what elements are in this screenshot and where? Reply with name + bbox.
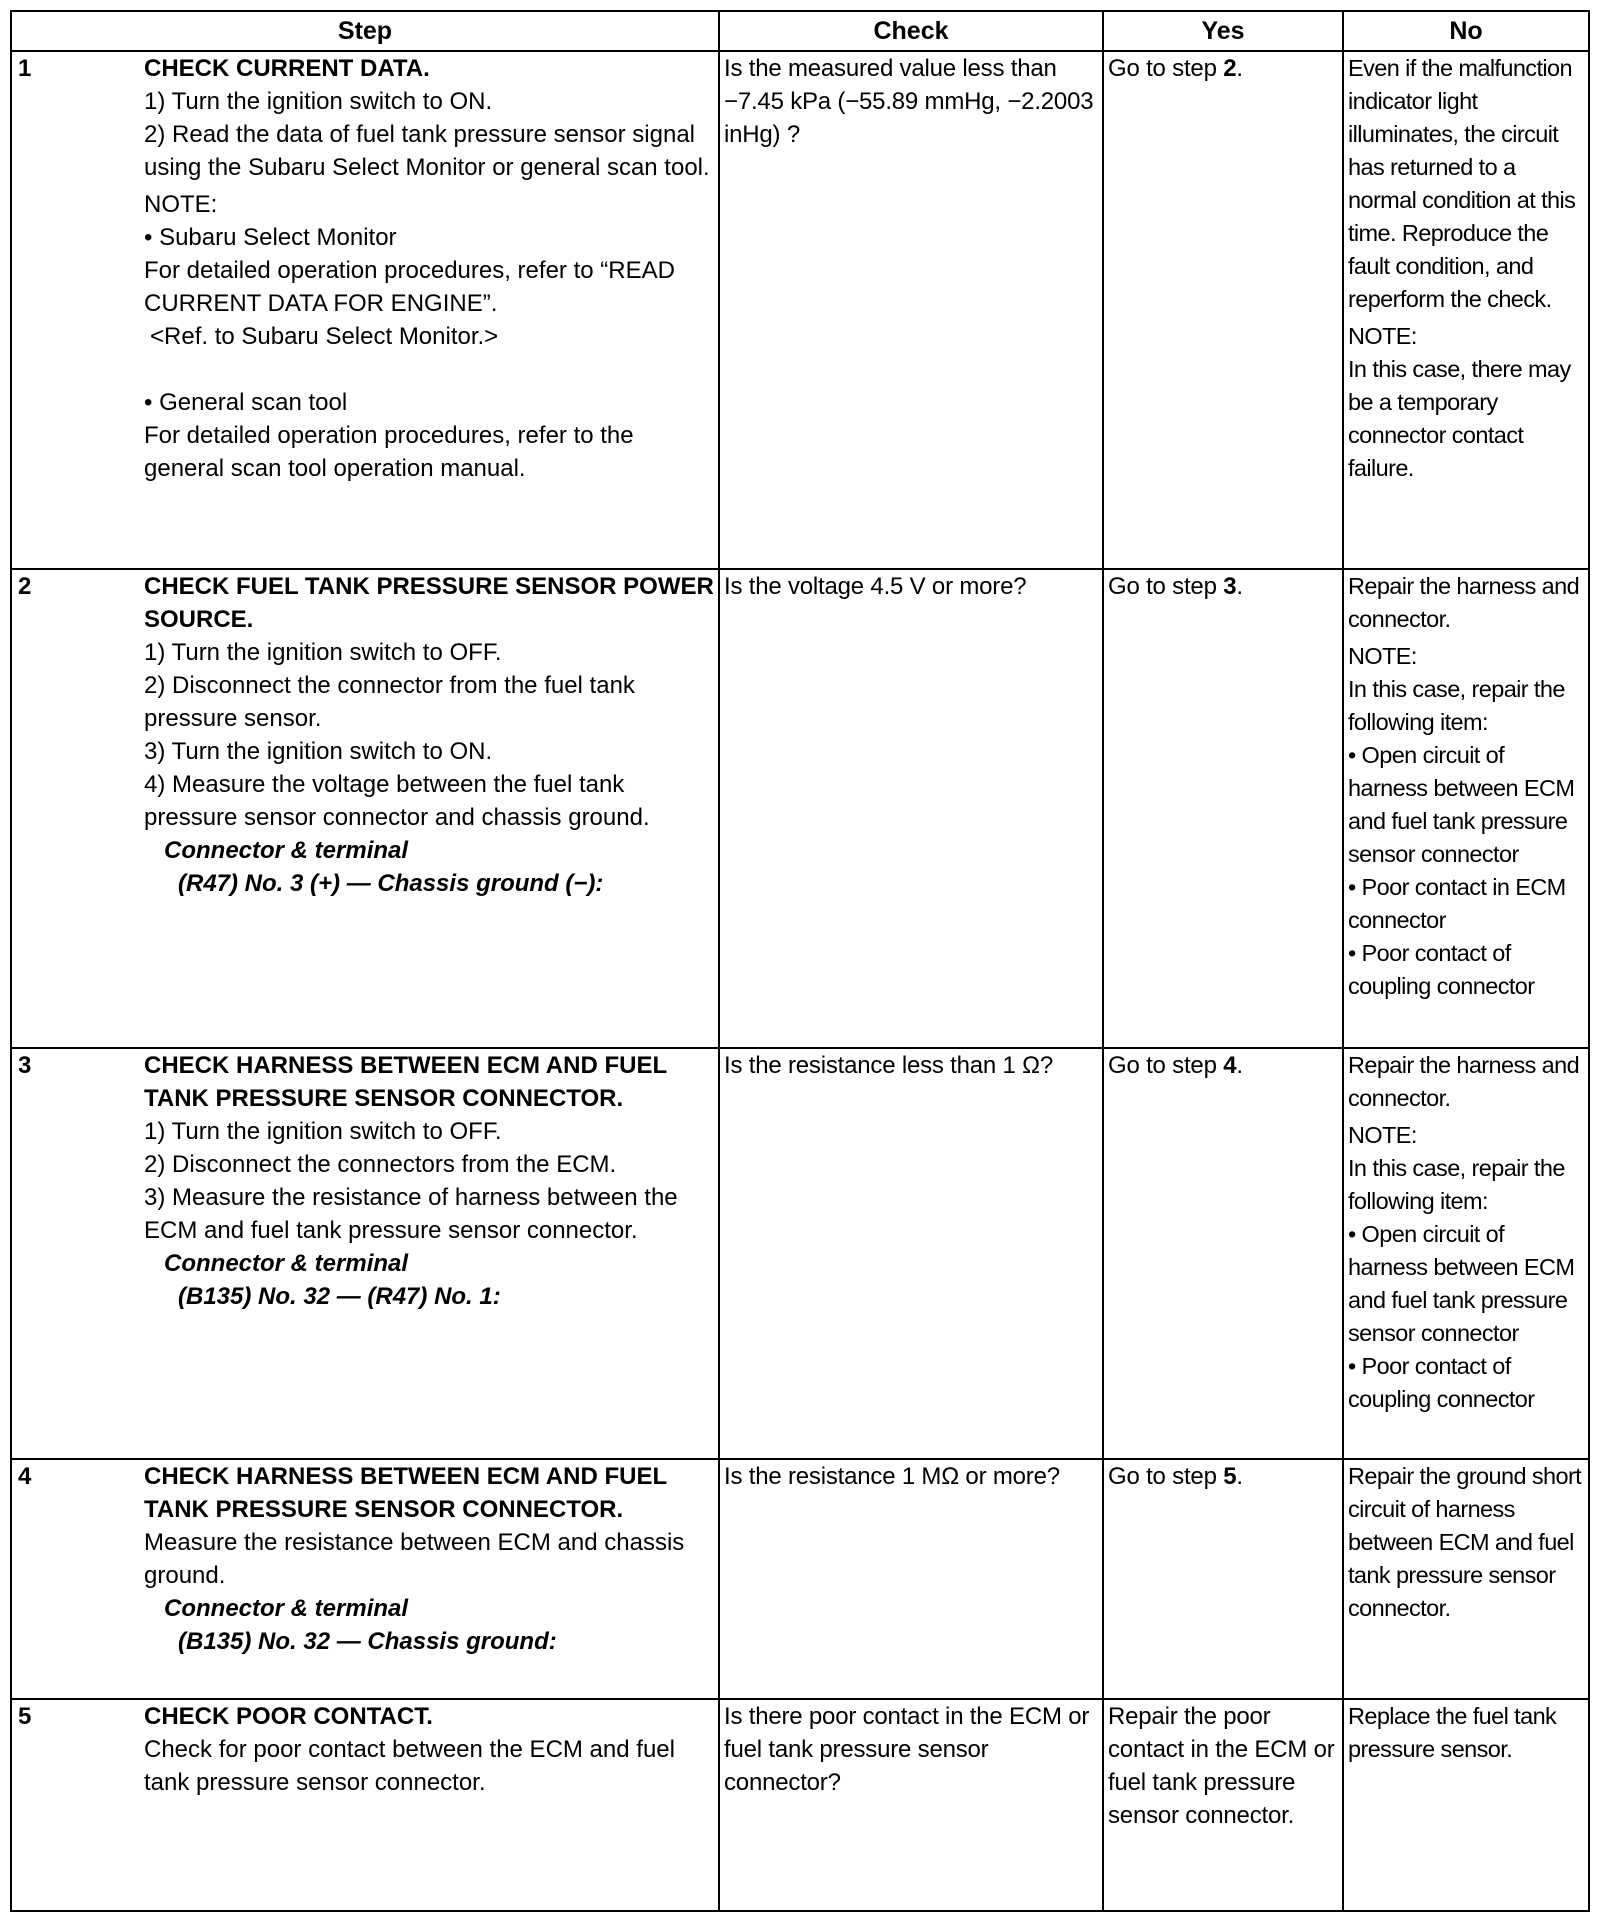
spacer xyxy=(144,353,714,386)
step-line: 1) Turn the ignition switch to ON. xyxy=(144,88,493,115)
step-title: CHECK HARNESS BETWEEN ECM AND FUEL TANK PRESSURE SENSOR CONNECTOR. xyxy=(144,1463,667,1523)
note-label: NOTE: xyxy=(144,191,218,218)
step-number: 5 xyxy=(18,1703,32,1730)
check-cell: Is the measured value less than −7.45 kPa (−55.89 mmHg, −2.2003 inHg) ? xyxy=(719,51,1103,569)
no-cell: Replace the fuel tank pressure sensor. xyxy=(1343,1699,1589,1911)
header-check: Check xyxy=(719,11,1103,51)
no-text: Even if the malfunction indicator light illuminates, the circuit has returned to a normal condition at this time. Reproduce the fault condition, and reperform the check. xyxy=(1348,55,1576,312)
header-no: No xyxy=(1343,11,1589,51)
step-title: CHECK POOR CONTACT. xyxy=(144,1703,433,1730)
step-title: CHECK CURRENT DATA. xyxy=(144,55,430,82)
step-title: CHECK FUEL TANK PRESSURE SENSOR POWER SOURCE. xyxy=(144,573,714,633)
no-note-label: NOTE: xyxy=(1348,643,1417,669)
yes-cell: Go to step 3. xyxy=(1103,569,1343,1048)
no-note-label: NOTE: xyxy=(1348,1122,1417,1148)
step-line: Measure the resistance between ECM and chassis ground. xyxy=(144,1529,685,1589)
step-number: 2 xyxy=(18,573,32,600)
step-cell xyxy=(11,1048,719,1459)
yes-text: Go to step xyxy=(1108,1463,1224,1490)
connector-label: Connector & terminal xyxy=(164,1250,409,1277)
step-line: 3) Turn the ignition switch to ON. xyxy=(144,738,493,765)
yes-cell: Repair the poor contact in the ECM or fuel tank pressure sensor connector. xyxy=(1103,1699,1343,1911)
no-item: • Open circuit of harness between ECM and fuel tank pressure sensor connector xyxy=(1348,742,1575,867)
step-number: 1 xyxy=(18,55,32,82)
connector-label: Connector & terminal xyxy=(164,837,409,864)
yes-cell: Go to step 2. xyxy=(1103,51,1343,569)
no-cell xyxy=(1343,1459,1589,1699)
yes-step-number: 4 xyxy=(1223,1052,1237,1079)
step-title: CHECK HARNESS BETWEEN ECM AND FUEL TANK PRESSURE SENSOR CONNECTOR. xyxy=(144,1052,667,1112)
no-item: • Poor contact in ECM connector xyxy=(1348,874,1566,933)
step-line: 2) Disconnect the connectors from the ECM. xyxy=(144,1151,617,1178)
step-line: 2) Read the data of fuel tank pressure sensor signal using the Subaru Select Monitor or general scan tool. xyxy=(144,121,710,181)
no-note-label: NOTE: xyxy=(1348,323,1417,349)
header-row xyxy=(11,11,1589,51)
step-cell xyxy=(11,1699,719,1911)
no-text: Repair the harness and connector. xyxy=(1348,1052,1580,1111)
terminal-spec: (B135) No. 32 — (R47) No. 1: xyxy=(178,1283,501,1310)
check-cell: Is the resistance 1 MΩ or more? xyxy=(719,1459,1103,1699)
yes-step-number: 5 xyxy=(1223,1463,1237,1490)
yes-step-number: 2 xyxy=(1223,55,1237,82)
note-line: <Ref. to Subaru Select Monitor.> xyxy=(150,323,499,350)
no-cell xyxy=(1343,569,1589,1048)
terminal-spec: (R47) No. 3 (+) — Chassis ground (−): xyxy=(178,870,604,897)
step-line: 4) Measure the voltage between the fuel tank pressure sensor connector and chassis ground. xyxy=(144,771,650,831)
check-cell: Is the voltage 4.5 V or more? xyxy=(719,569,1103,1048)
step-number: 4 xyxy=(18,1463,32,1490)
step-line: 2) Disconnect the connector from the fuel tank pressure sensor. xyxy=(144,672,635,732)
no-cell xyxy=(1343,1048,1589,1459)
yes-text: Go to step xyxy=(1108,573,1224,600)
step-number: 3 xyxy=(18,1052,32,1079)
no-item: • Poor contact of coupling connector xyxy=(1348,1353,1535,1412)
no-note: In this case, repair the following item: xyxy=(1348,1155,1565,1214)
step-row-3 xyxy=(11,1048,1589,1459)
yes-cell: Go to step 5. xyxy=(1103,1459,1343,1699)
no-note: In this case, repair the following item: xyxy=(1348,676,1565,735)
no-item: • Open circuit of harness between ECM and fuel tank pressure sensor connector xyxy=(1348,1221,1575,1346)
step-cell xyxy=(11,569,719,1048)
step-cell xyxy=(11,51,719,569)
note-line: • Subaru Select Monitor xyxy=(144,224,397,251)
yes-text: Go to step xyxy=(1108,1052,1224,1079)
no-cell xyxy=(1343,51,1589,569)
header-step: Step xyxy=(11,11,719,51)
no-note: In this case, there may be a temporary connector contact failure. xyxy=(1348,356,1571,481)
yes-step-number: 3 xyxy=(1223,573,1237,600)
no-item: • Poor contact of coupling connector xyxy=(1348,940,1535,999)
check-cell: Is there poor contact in the ECM or fuel tank pressure sensor connector? xyxy=(719,1699,1103,1911)
step-cell xyxy=(11,1459,719,1699)
note-line: For detailed operation procedures, refer to the general scan tool operation manual. xyxy=(144,422,634,482)
step-line: 1) Turn the ignition switch to OFF. xyxy=(144,639,502,666)
connector-label: Connector & terminal xyxy=(164,1595,409,1622)
step-line: Check for poor contact between the ECM and fuel tank pressure sensor connector. xyxy=(144,1736,675,1796)
step-line: 3) Measure the resistance of harness between the ECM and fuel tank pressure sensor connector. xyxy=(144,1184,678,1244)
check-cell: Is the resistance less than 1 Ω? xyxy=(719,1048,1103,1459)
no-text: Repair the ground short circuit of harness between ECM and fuel tank pressure sensor connector. xyxy=(1348,1463,1582,1621)
note-line: • General scan tool xyxy=(144,389,348,416)
header-yes: Yes xyxy=(1103,11,1343,51)
yes-cell: Go to step 4. xyxy=(1103,1048,1343,1459)
step-line: 1) Turn the ignition switch to OFF. xyxy=(144,1118,502,1145)
step-row-2 xyxy=(11,569,1589,1048)
step-row-4 xyxy=(11,1459,1589,1699)
no-text: Repair the harness and connector. xyxy=(1348,573,1580,632)
yes-text: Go to step xyxy=(1108,55,1224,82)
terminal-spec: (B135) No. 32 — Chassis ground: xyxy=(178,1628,557,1655)
step-row-1 xyxy=(11,51,1589,569)
note-line: For detailed operation procedures, refer to “READ CURRENT DATA FOR ENGINE”. xyxy=(144,257,675,317)
diagnostic-table xyxy=(10,10,1590,1912)
step-row-5 xyxy=(11,1699,1589,1911)
